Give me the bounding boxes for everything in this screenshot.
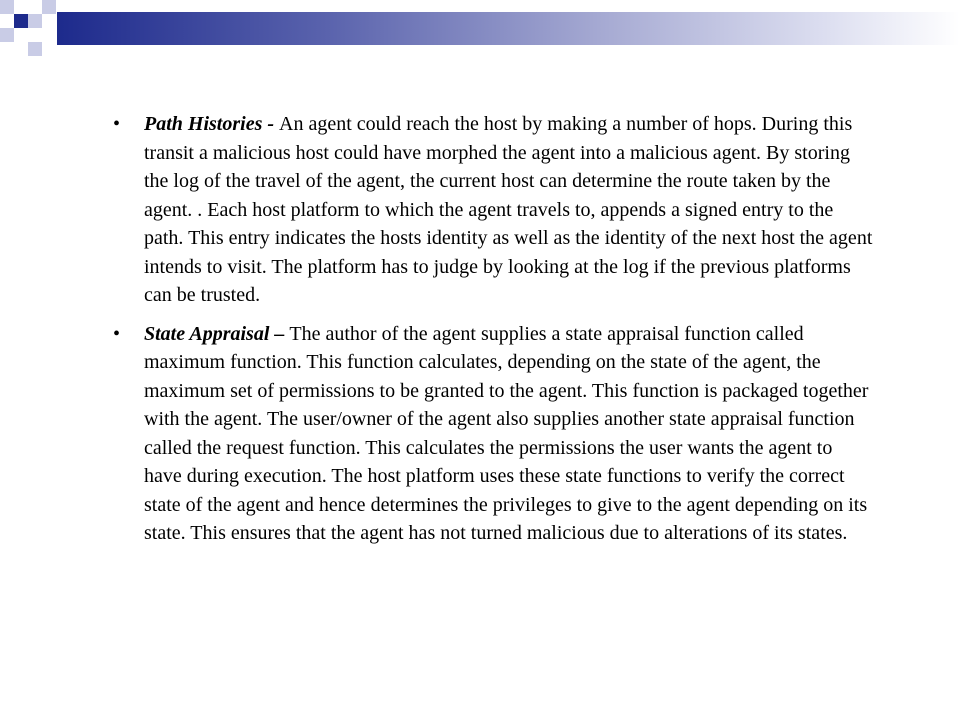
decor-square — [28, 42, 42, 56]
decor-square — [42, 0, 56, 14]
bullet-icon: • — [113, 322, 121, 345]
header-gradient-bar — [57, 12, 960, 45]
slide-body — [113, 110, 873, 558]
decor-square — [0, 28, 14, 42]
decor-square — [0, 0, 14, 14]
bullet-term: State Appraisal – — [144, 322, 290, 345]
bullet-icon: • — [113, 113, 121, 135]
bullet-term: Path Histories - — [144, 113, 280, 135]
bullet-item-path-histories — [113, 110, 873, 310]
decor-square — [28, 14, 42, 28]
decor-square — [14, 14, 28, 28]
bullet-text: The author of the agent supplies a state appraisal function called maximum function. This function calculates, depending on the state of the agent, the maximum set of permissions to be granted to the agent. This function is packaged together with the agent. The user/owner of the agent also supplies another state appraisal function called the request function. This calculates the permissions the user wants the agent to have during execution. The host platform uses these state functions to verify the correct state of the agent and hence determines the privileges to give to the agent depending on its state. This ensures that the agent has not turned malicious due to alterations of its states. — [144, 322, 869, 544]
bullet-text: An agent could reach the host by making a number of hops. During this transit a malicious host could have morphed the agent into a malicious agent. By storing the log of the travel of the agent, the current host can determine the route taken by the agent. . Each host platform to which the agent travels to, appends a signed entry to the path. This entry indicates the hosts identity as well as the identity of the next host the agent intends to visit. The platform has to judge by looking at the log if the previous platforms can be trusted. — [144, 113, 873, 306]
bullet-item-state-appraisal — [113, 320, 873, 548]
